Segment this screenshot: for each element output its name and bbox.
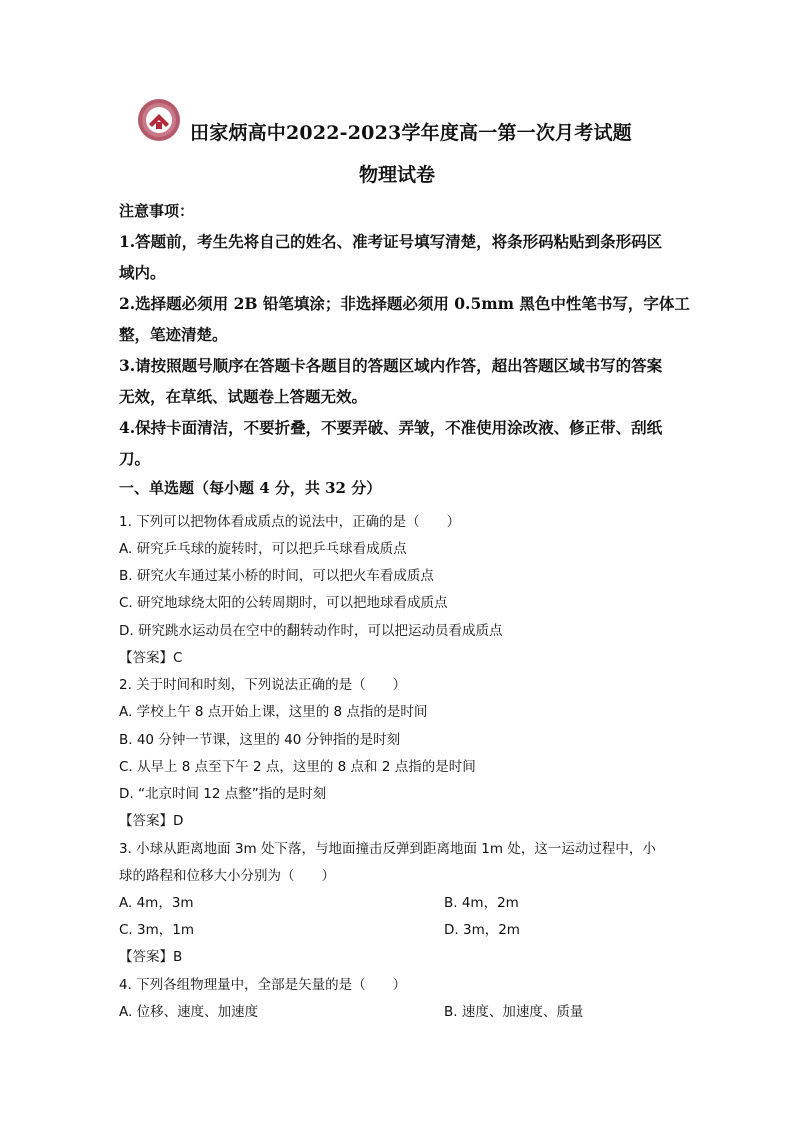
- question-option: C. 研究地球绕太阳的公转周期时，可以把地球看成质点: [119, 595, 448, 611]
- question-option: C. 3m，1m: [119, 922, 194, 938]
- question-option: C. 从早上 8 点至下午 2 点，这里的 8 点和 2 点指的是时间: [119, 759, 476, 775]
- question-option: B. 40 分钟一节课，这里的 40 分钟指的是时刻: [119, 732, 401, 748]
- question-option: B. 速度、加速度、质量: [444, 1004, 584, 1020]
- section-heading: 一、单选题（每小题 4 分，共 32 分）: [119, 479, 382, 497]
- notice-item: 1.答题前，考生先将自己的姓名、准考证号填写清楚，将条形码粘贴到条形码区 域内。: [119, 232, 663, 282]
- question-option: A. 研究乒乓球的旋转时，可以把乒乓球看成质点: [119, 541, 407, 557]
- question-option: D. 3m，2m: [444, 922, 520, 938]
- exam-title: 田家炳高中2022-2023学年度高一第一次月考试题: [190, 122, 632, 144]
- answer-label: 【答案】D: [119, 813, 184, 829]
- answer-label: 【答案】C: [119, 650, 183, 666]
- question-stem: 2. 关于时间和时刻，下列说法正确的是（ ）: [119, 677, 407, 693]
- question-option: B. 4m，2m: [444, 895, 519, 911]
- notice-heading: 注意事项：: [119, 202, 195, 220]
- question-stem: 球的路程和位移大小分别为（ ）: [119, 868, 335, 884]
- exam-header: [0, 98, 794, 148]
- question-option: A. 4m，3m: [119, 895, 194, 911]
- notice-item: 4.保持卡面清洁，不要折叠，不要弄破、弄皱，不准使用涂改液、修正带、刮纸 刀。: [119, 418, 663, 468]
- notice-item: 3.请按照题号顺序在答题卡各题目的答题区域内作答，超出答题区域书写的答案 无效，在草纸、试题卷上答题无效。: [119, 356, 663, 406]
- question-option: A. 位移、速度、加速度: [119, 1004, 259, 1020]
- answer-label: 【答案】B: [119, 949, 183, 965]
- question-option: B. 研究火车通过某小桥的时间，可以把火车看成质点: [119, 568, 434, 584]
- question-option: D. 研究跳水运动员在空中的翻转动作时，可以把运动员看成质点: [119, 623, 503, 639]
- question-stem: 4. 下列各组物理量中，全部是矢量的是（ ）: [119, 977, 407, 993]
- exam-subtitle: 物理试卷: [358, 164, 435, 186]
- question-option: A. 学校上午 8 点开始上课，这里的 8 点指的是时间: [119, 704, 428, 720]
- school-logo-icon: [137, 98, 181, 142]
- question-stem: 1. 下列可以把物体看成质点的说法中，正确的是（ ）: [119, 514, 461, 530]
- notice-item: 2.选择题必须用 2B 铅笔填涂；非选择题必须用 0.5mm 黑色中性笔书写，字体工 整，笔迹清楚。: [119, 294, 690, 344]
- question-stem: 3. 小球从距离地面 3m 处下落，与地面撞击反弹到距离地面 1m 处，这一运动过程中，小: [119, 841, 656, 857]
- question-option: D. “北京时间 12 点整”指的是时刻: [119, 786, 327, 802]
